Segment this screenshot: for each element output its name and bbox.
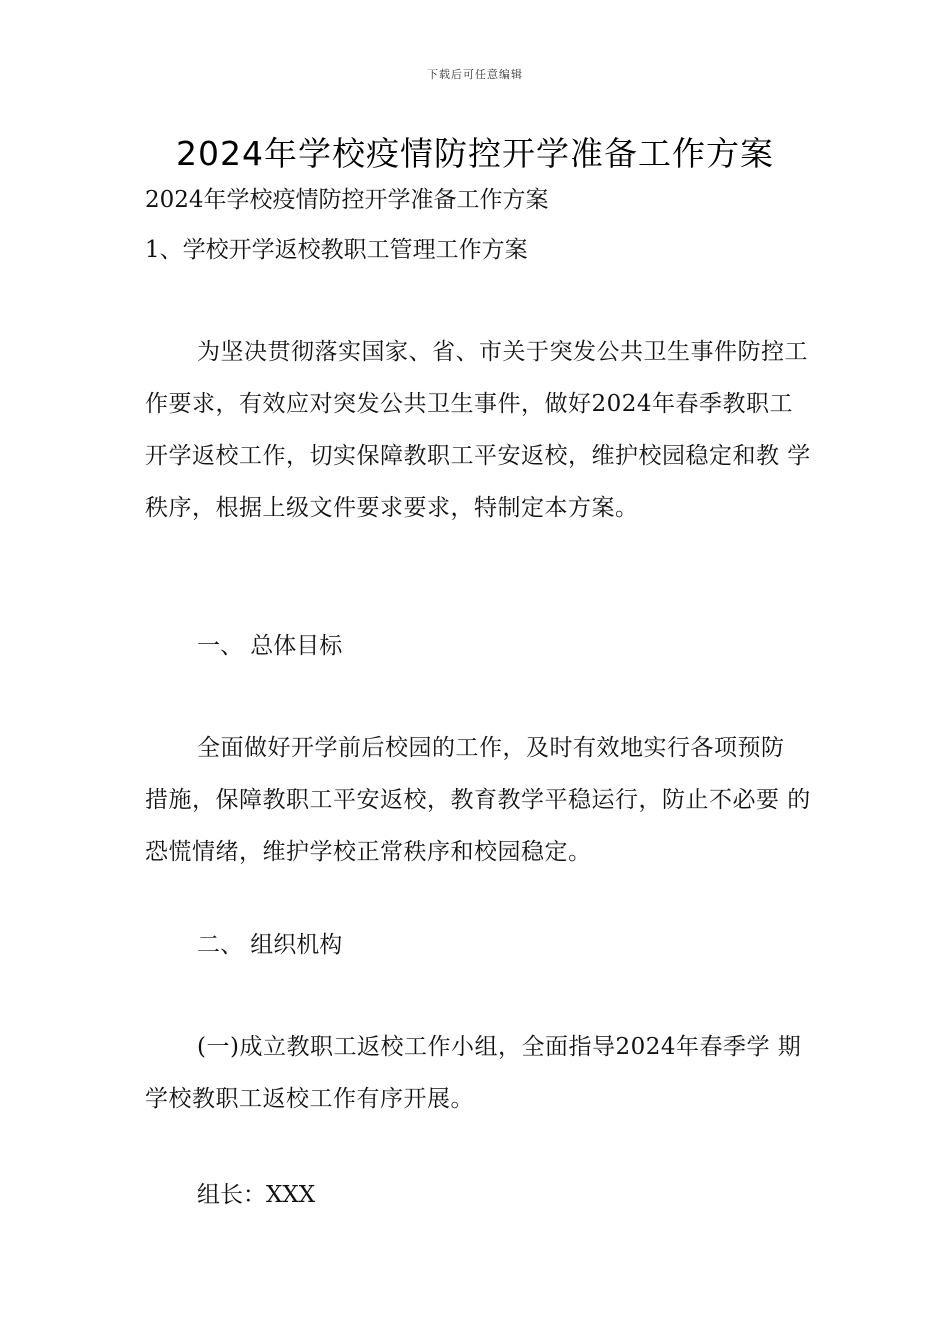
section-heading-1: 1、学校开学返校教职工管理工作方案 <box>145 237 528 263</box>
organization-paragraph: (一)成立教职工返校工作小组，全面指导2024年春季学 期学校教职工返校工作有序开展。 <box>145 1034 802 1112</box>
heading-overall-goal: 一、 总体目标 <box>197 633 343 659</box>
goal-paragraph: 全面做好开学前后校园的工作，及时有效地实行各项预防 措施，保障教职工平安返校，教育教学平稳运行，防止不必要 的恐慌情绪，维护学校正常秩序和校园稳定。 <box>145 735 811 865</box>
header-note: 下载后可任意编辑 <box>427 68 523 81</box>
heading-organization: 二、 组织机构 <box>197 932 343 958</box>
leader-line: 组长：XXX <box>197 1182 316 1208</box>
document-title: 2024年学校疫情防控开学准备工作方案 <box>176 134 774 173</box>
intro-paragraph: 为坚决贯彻落实国家、省、市关于突发公共卫生事件防控工 作要求，有效应对突发公共卫生事件，做好2024年春季教职工 开学返校工作，切实保障教职工平安返校，维护校园稳定和教 学秩序，根据上级文件要求要求，特制定本方案。 <box>145 339 811 521</box>
document-subtitle: 2024年学校疫情防控开学准备工作方案 <box>145 187 549 213</box>
